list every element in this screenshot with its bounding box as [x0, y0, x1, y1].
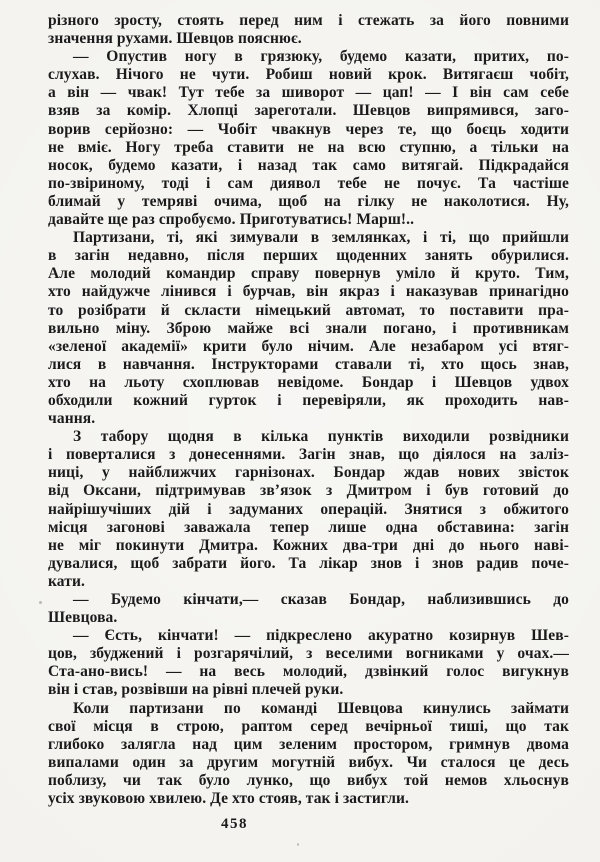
scan-speck — [297, 843, 299, 846]
text-line: усіх звуковою хвилею. Де хто стояв, так і застигли. — [48, 790, 410, 808]
text-line: а він — чвак! Тут тебе за шиворот — цап! — І він сам себе — [48, 84, 569, 102]
text-line: цов, збуджений і розгарячілий, з веселими вогниками у очах.— — [48, 645, 569, 663]
text-line: поблизу, чи так було лунко, що вибух той немов хльоснув — [48, 771, 569, 789]
text-line: лися в навчання. Інструкторами ставали ті, хто щось знав, — [48, 355, 569, 373]
paragraph — [48, 591, 569, 627]
text-line: Коли партизани по команді Шевцова кинулись займати — [73, 699, 569, 717]
text-line: найрішучіших дій і задуманих операцій. Знятися з обжитого — [48, 500, 569, 518]
text-line: то розібрати й скласти німецький автомат, то поставити пра- — [48, 301, 569, 319]
text-line: від Оксани, підтримував зв’язок з Дмитром і був готовий до — [48, 482, 569, 500]
text-line: — Будемо кінчати,— сказав Бондар, наблизившись до — [73, 591, 569, 608]
text-line: Але молодий командир справу повернув уміло й круто. Тим, — [48, 265, 569, 283]
text-line: в загін недавно, після перших щоденних занять обурилися. — [48, 247, 569, 265]
text-line: не вміє. Ногу треба ставити не на всю ступню, а тільки на — [48, 138, 569, 156]
page-number: 458 — [221, 816, 248, 832]
text-line: обходили кожний гурток і перевіряли, як проходить нав- — [48, 391, 569, 409]
text-line: слухав. Нічого не чути. Робиш новий крок. Витягаєш чобіт, — [48, 66, 569, 84]
text-line: чання. — [48, 410, 96, 428]
scan-speck — [39, 601, 42, 604]
paragraph — [48, 700, 569, 809]
text-line: дувалися, щоб забрати його. Та лікар знов і знов радив поче- — [48, 554, 569, 572]
text-line: не міг покинути Дмитра. Кожних два-три дні до нього наві- — [48, 536, 569, 554]
text-line: він і став, розвівши на рівні плечей руки. — [48, 681, 344, 699]
text-line: Партизани, ті, які зимували в землянках, і ті, що прийшли — [73, 229, 569, 247]
text-line: кати. — [48, 572, 85, 590]
text-line: З табору щодня в кілька пунктів виходили розвідники — [73, 428, 569, 446]
text-line: ниці, у найближчих гарнізонах. Бондар ждав нових звісток — [48, 464, 569, 482]
text-line: — Опустив ногу в грязюку, будемо казати, притих, по- — [73, 48, 569, 66]
text-line: хто найдужче лінився і бурчав, він якраз і наказував принагідно — [48, 283, 569, 301]
text-line: глибоко залягла над цим зеленим простором, гримнув двома — [48, 735, 569, 753]
text-line: значення рухами. Шевцов пояснює. — [48, 30, 302, 48]
text-line: взяв за комір. Хлопці зареготали. Шевцов випрямився, заго- — [48, 102, 569, 120]
text-line: свої місця в строю, раптом серед вечірньої тиші, що так — [48, 717, 569, 735]
paragraph — [48, 12, 569, 48]
text-line: Шевцова. — [48, 609, 118, 627]
text-line: ворив серйозно: — Чобіт чвакнув через те, що боєць ходити — [48, 120, 569, 138]
text-line: випалами один за другим могутній вибух. Чи сталося це десь — [48, 753, 569, 771]
text-line: — Єсть, кінчати! — підкреслено акуратно козирнув Шев- — [73, 627, 569, 645]
text-line: Ста-ано-вись! — на весь молодий, дзвінкий голос вигукнув — [48, 663, 569, 681]
text-line: вильно міну. Зброю майже всі знали погано, і противникам — [48, 319, 569, 337]
text-line: по-звіриному, тоді і сам диявол тебе не почує. Та частіше — [48, 174, 569, 192]
text-line: хто на льоту схоплював невідоме. Бондар і Шевцов удвох — [48, 373, 569, 391]
paragraph — [48, 428, 569, 591]
paragraph — [48, 627, 569, 699]
text-line: давайте ще раз спробуємо. Приготуватись! Марш!.. — [48, 211, 415, 229]
text-line: і поверталися з донесеннями. Загін знав, що діялося на заліз- — [48, 446, 569, 464]
paragraph — [48, 229, 569, 428]
body-text — [48, 12, 569, 808]
text-line: місця загонові заважала тепер лише одна обставина: загін — [48, 518, 569, 536]
text-line: «зеленої академії» крити було нічим. Але незабаром усі втяг- — [48, 337, 569, 355]
text-line: блимай у темряві очима, щоб на гілку не наколотися. Ну, — [48, 192, 569, 210]
text-line: різного зросту, стоять перед ним і стежать за його повними — [48, 12, 569, 29]
paragraph — [48, 48, 569, 229]
text-line: носок, будемо казати, і назад так само витягай. Підкрадайся — [48, 156, 569, 174]
